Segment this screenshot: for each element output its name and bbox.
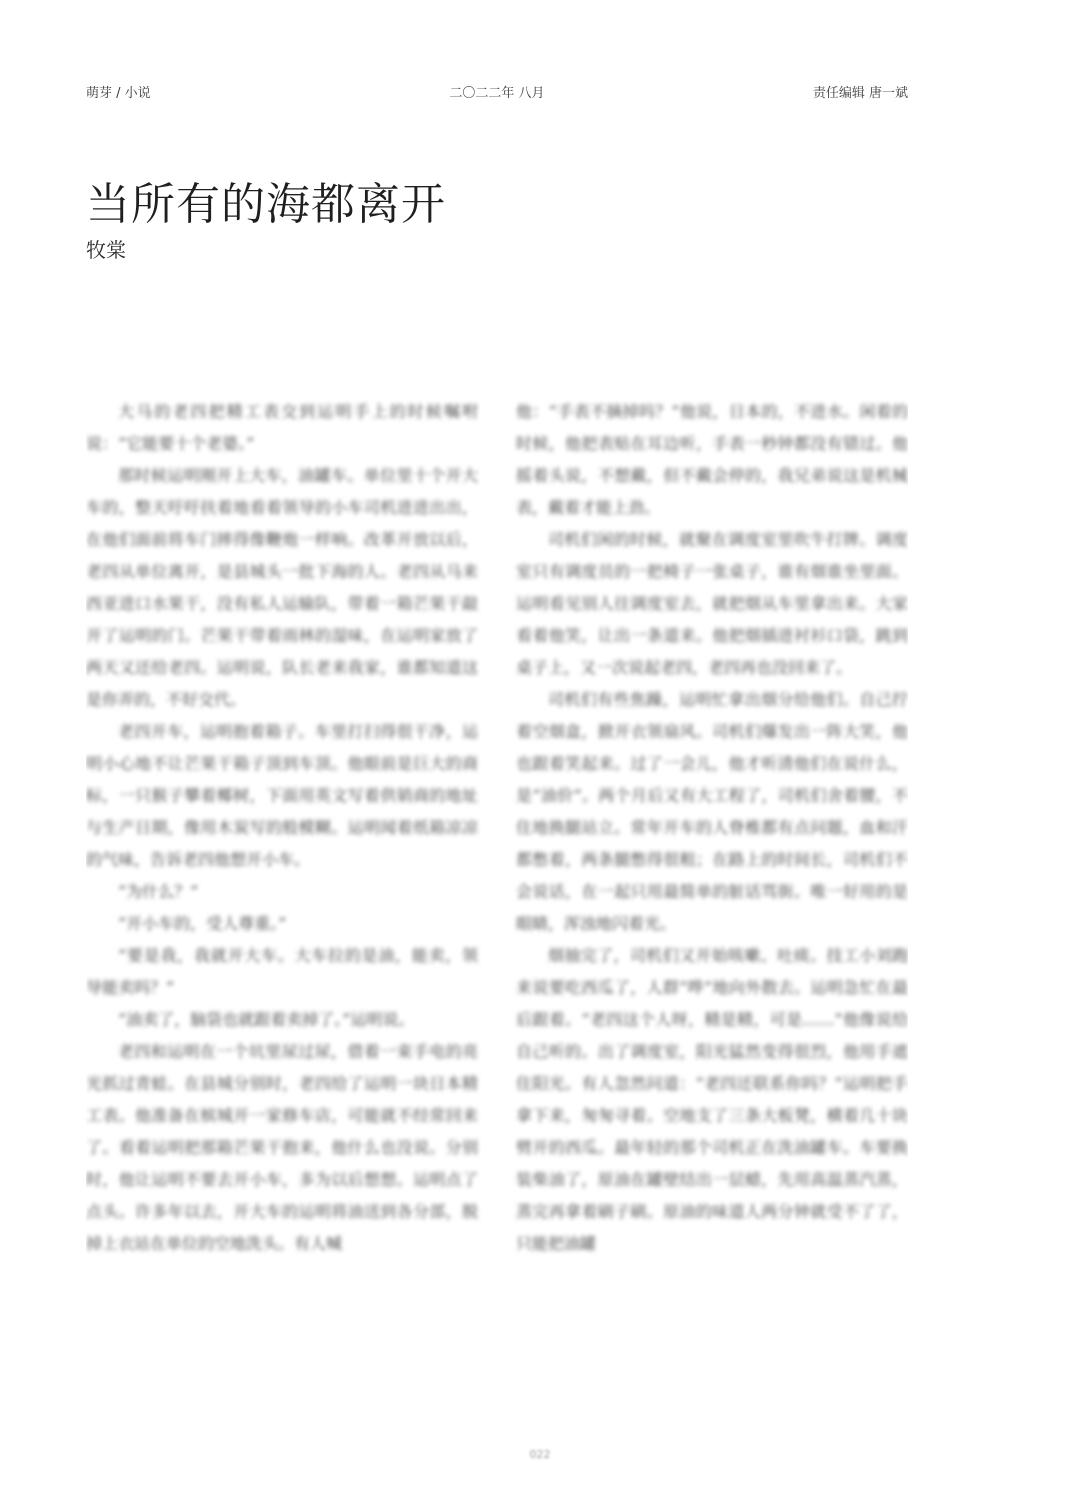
page-number: 022: [529, 1448, 551, 1461]
paragraph: “要是我，我就开大车。大车拉的是油，能卖，领导能卖吗？”: [86, 946, 478, 997]
body-column-left: [86, 396, 478, 1376]
article-body: [86, 396, 908, 1376]
header-section: 萌芽 / 小说: [86, 86, 151, 101]
paragraph: “油卖了，脑袋也就跟着卖掉了。”运明说。: [118, 1010, 415, 1029]
paragraph: 他：“手表不摘掉吗？”他说，日本的，不进水。闲着的时候，他把表贴在耳边听，手表一秒钟都没有错过。他摇着头说，不想戴，但不戴会停的，我兄弟说这是机械表，戴着才能上劲。: [516, 402, 908, 517]
article-author: 牧棠: [86, 238, 126, 262]
paragraph: 老四开车，运明抱着箱子。车里打扫得很干净，运明小心地不让芒果干箱子顶到车顶。他眼前是巨大的商标，一只猴子攀着椰树，下面用英文写着供销商的地址与生产日期，像用木炭写的般模糊。运明闻着纸箱凉凉的气味，告诉老四他想开小车。: [86, 722, 478, 869]
paragraph: 司机们有些焦躁，运明忙拿出烟分给他们。自己拧着空烟盒，掀开衣领扇风。司机们爆发出一阵大笑，他也跟着笑起来。过了一会儿，他才听清他们在说什么，是“油价”。两个月后又有大工程了，司机们舍着腰，不住地换腿站立。常年开车的人脊椎都有点问题，血和汗都憋着，两条腿憋得很粗；在路上的时间长，司机们不会说话，在一起只用最简单的脏话骂街。唯一好用的是眼睛，浑浊地闪着光。: [516, 690, 908, 933]
paragraph: 老四和运明在一个坑里尿过尿，借着一束手电的亮光抓过青蛙。在县城分别时，老四给了运明一块日本精工表。他准备在槟城开一家修车店，可能就不经常回来了。看着运明把那箱芒果干抱来，他什么也没说。分别时，他让运明不要去开小车，多为以后想想。运明点了点头。许多年以去，开大车的运明将油送到各分部，脱掉上衣站在单位的空地洗头。有人喊: [86, 1042, 478, 1253]
header-editor: 责任编辑 唐一斌: [812, 86, 908, 101]
paragraph: 那时候运明刚开上大车，油罐车。单位里十个开大车的，整天吁吁扶着地看着领导的小车司机进进出出，在他们面前将车门摔得像鞭炮一样响。改革开放以后，老四从单位离开，是县城头一批下海的人。老四从马来西亚进口水果干，没有私人运输队，带着一箱芒果干敲开了运明的门。芒果干带着雨林的湿味，在运明家放了两天又还给老四。运明说，队长老来我家，谁都知道这是你弄的，不好交代。: [86, 466, 478, 709]
paragraph: 大马的老四把精工表交到运明手上的时候嘱咐说：“它能要十个老婆。”: [86, 402, 478, 453]
running-header: [86, 82, 908, 104]
paragraph: 司机们闲的时候，就聚在调度室里吹牛打牌。调度室只有调度员的一把椅子一张桌子，谁有烟谁坐里面。运明看见别人往调度室去，就把烟从车里拿出来。大家看着他笑，让出一条道来。他把烟插进衬衫口袋，跳到桌子上，又一次说起老四，老四再也没回来了。: [516, 530, 908, 677]
header-date: 二〇二二年 八月: [449, 86, 545, 101]
article-title: 当所有的海都离开: [86, 179, 446, 230]
paragraph: “开小车的，受人尊重。”: [118, 914, 287, 933]
paragraph: 烟抽完了，司机们又开始咳嗽、吐痰。技工小刘跑来说要吃西瓜了，人群“哗”地向外散去。运明急忙在最后跟着。“老四这个人呀，精是精，可是……”他像说给自己听的。出了调度室，阳光猛然变得很烈，他用手遮住阳光。有人忽然问道：“老四还联系你吗？”运明把手拿下来，匆匆寻着。空地支了三条大板凳，横着几十块劈开的西瓜。最年轻的那个司机正在洗油罐车。车要换装柴油了，原油在罐壁结出一层蜡，先用高温蒸汽蒸，蒸完再拿着刷子刷。原油的味道人两分钟就受不了了，只能把油罐: [516, 946, 908, 1253]
body-column-right: [516, 396, 908, 1376]
paragraph: “为什么？”: [118, 882, 199, 901]
